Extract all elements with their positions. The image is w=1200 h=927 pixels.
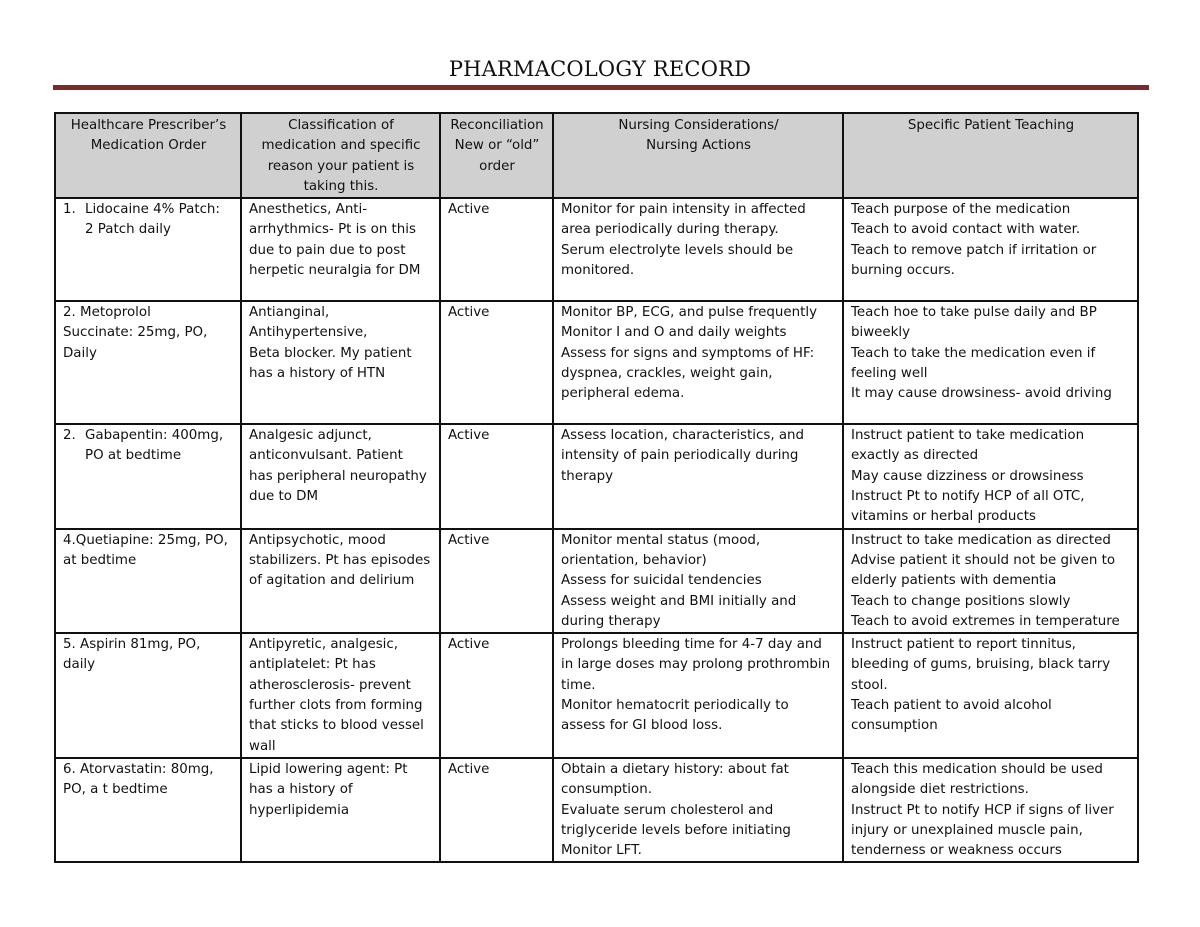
table-row — [55, 529, 1138, 633]
status-cell: Active — [440, 198, 553, 301]
header-classification: Classification of medication and specific reason your patient is taking this. — [241, 113, 440, 198]
nursing-cell: Monitor BP, ECG, and pulse frequently Monitor I and O and daily weights Assess for signs and symptoms of HF: dyspnea, crackles, weight gain, peripheral edema. — [553, 301, 843, 424]
order-cell: 2. Gabapentin: 400mg, PO at bedtime — [55, 424, 241, 528]
page-title: PHARMACOLOGY RECORD — [448, 57, 752, 81]
table-row — [55, 633, 1138, 758]
order-cell: 1. Lidocaine 4% Patch: 2 Patch daily — [55, 198, 241, 301]
classification-cell: Anesthetics, Anti- arrhythmics- Pt is on this due to pain due to post herpetic neuralgia for DM — [241, 198, 440, 301]
classification-cell: Antianginal, Antihypertensive, Beta blocker. My patient has a history of HTN — [241, 301, 440, 424]
teaching-cell: Teach hoe to take pulse daily and BP biweekly Teach to take the medication even if feeling well It may cause drowsiness- avoid driving — [843, 301, 1138, 424]
nursing-cell: Prolongs bleeding time for 4-7 day and in large doses may prolong prothrombin time. Monitor hematocrit periodically to assess for GI blood loss. — [553, 633, 843, 758]
teaching-cell: Teach purpose of the medication Teach to avoid contact with water. Teach to remove patch if irritation or burning occurs. — [843, 198, 1138, 301]
table-row — [55, 198, 1138, 301]
header-reconciliation: Reconciliation New or “old” order — [440, 113, 553, 198]
nursing-cell: Obtain a dietary history: about fat consumption. Evaluate serum cholesterol and triglyceride levels before initiating Monitor LFT. — [553, 758, 843, 862]
classification-cell: Antipyretic, analgesic, antiplatelet: Pt has atherosclerosis- prevent further clots from forming that sticks to blood vessel wall — [241, 633, 440, 758]
nursing-cell: Monitor mental status (mood, orientation, behavior) Assess for suicidal tendencies Assess weight and BMI initially and during therapy — [553, 529, 843, 633]
classification-cell: Antipsychotic, mood stabilizers. Pt has episodes of agitation and delirium — [241, 529, 440, 633]
pharmacology-table — [54, 112, 1139, 863]
teaching-cell: Instruct to take medication as directed Advise patient it should not be given to elderly patients with dementia Teach to change positions slowly Teach to avoid extremes in temperature — [843, 529, 1138, 633]
teaching-cell: Instruct patient to report tinnitus, bleeding of gums, bruising, black tarry stool. Teach patient to avoid alcohol consumption — [843, 633, 1138, 758]
status-cell: Active — [440, 424, 553, 528]
status-cell: Active — [440, 529, 553, 633]
header-prescriber-order: Healthcare Prescriber’s Medication Order — [55, 113, 241, 198]
teaching-cell: Instruct patient to take medication exactly as directed May cause dizziness or drowsiness Instruct Pt to notify HCP of all OTC, vitamins or herbal products — [843, 424, 1138, 528]
order-cell: 5. Aspirin 81mg, PO, daily — [55, 633, 241, 758]
classification-cell: Analgesic adjunct, anticonvulsant. Patient has peripheral neuropathy due to DM — [241, 424, 440, 528]
header-patient-teaching: Specific Patient Teaching — [843, 113, 1138, 198]
header-nursing-considerations: Nursing Considerations/ Nursing Actions — [553, 113, 843, 198]
status-cell: Active — [440, 301, 553, 424]
status-cell: Active — [440, 633, 553, 758]
teaching-cell: Teach this medication should be used alongside diet restrictions. Instruct Pt to notify HCP if signs of liver injury or unexplained muscle pain, tenderness or weakness occurs — [843, 758, 1138, 862]
order-cell: 4.Quetiapine: 25mg, PO, at bedtime — [55, 529, 241, 633]
header-row — [55, 113, 1138, 198]
title-divider — [53, 85, 1149, 90]
order-cell: 6. Atorvastatin: 80mg, PO, a t bedtime — [55, 758, 241, 862]
order-cell: 2. Metoprolol Succinate: 25mg, PO, Daily — [55, 301, 241, 424]
nursing-cell: Assess location, characteristics, and intensity of pain periodically during therapy — [553, 424, 843, 528]
classification-cell: Lipid lowering agent: Pt has a history of hyperlipidemia — [241, 758, 440, 862]
table-row — [55, 301, 1138, 424]
status-cell: Active — [440, 758, 553, 862]
table-row — [55, 424, 1138, 528]
table-row — [55, 758, 1138, 862]
nursing-cell: Monitor for pain intensity in affected area periodically during therapy. Serum electrolyte levels should be monitored. — [553, 198, 843, 301]
